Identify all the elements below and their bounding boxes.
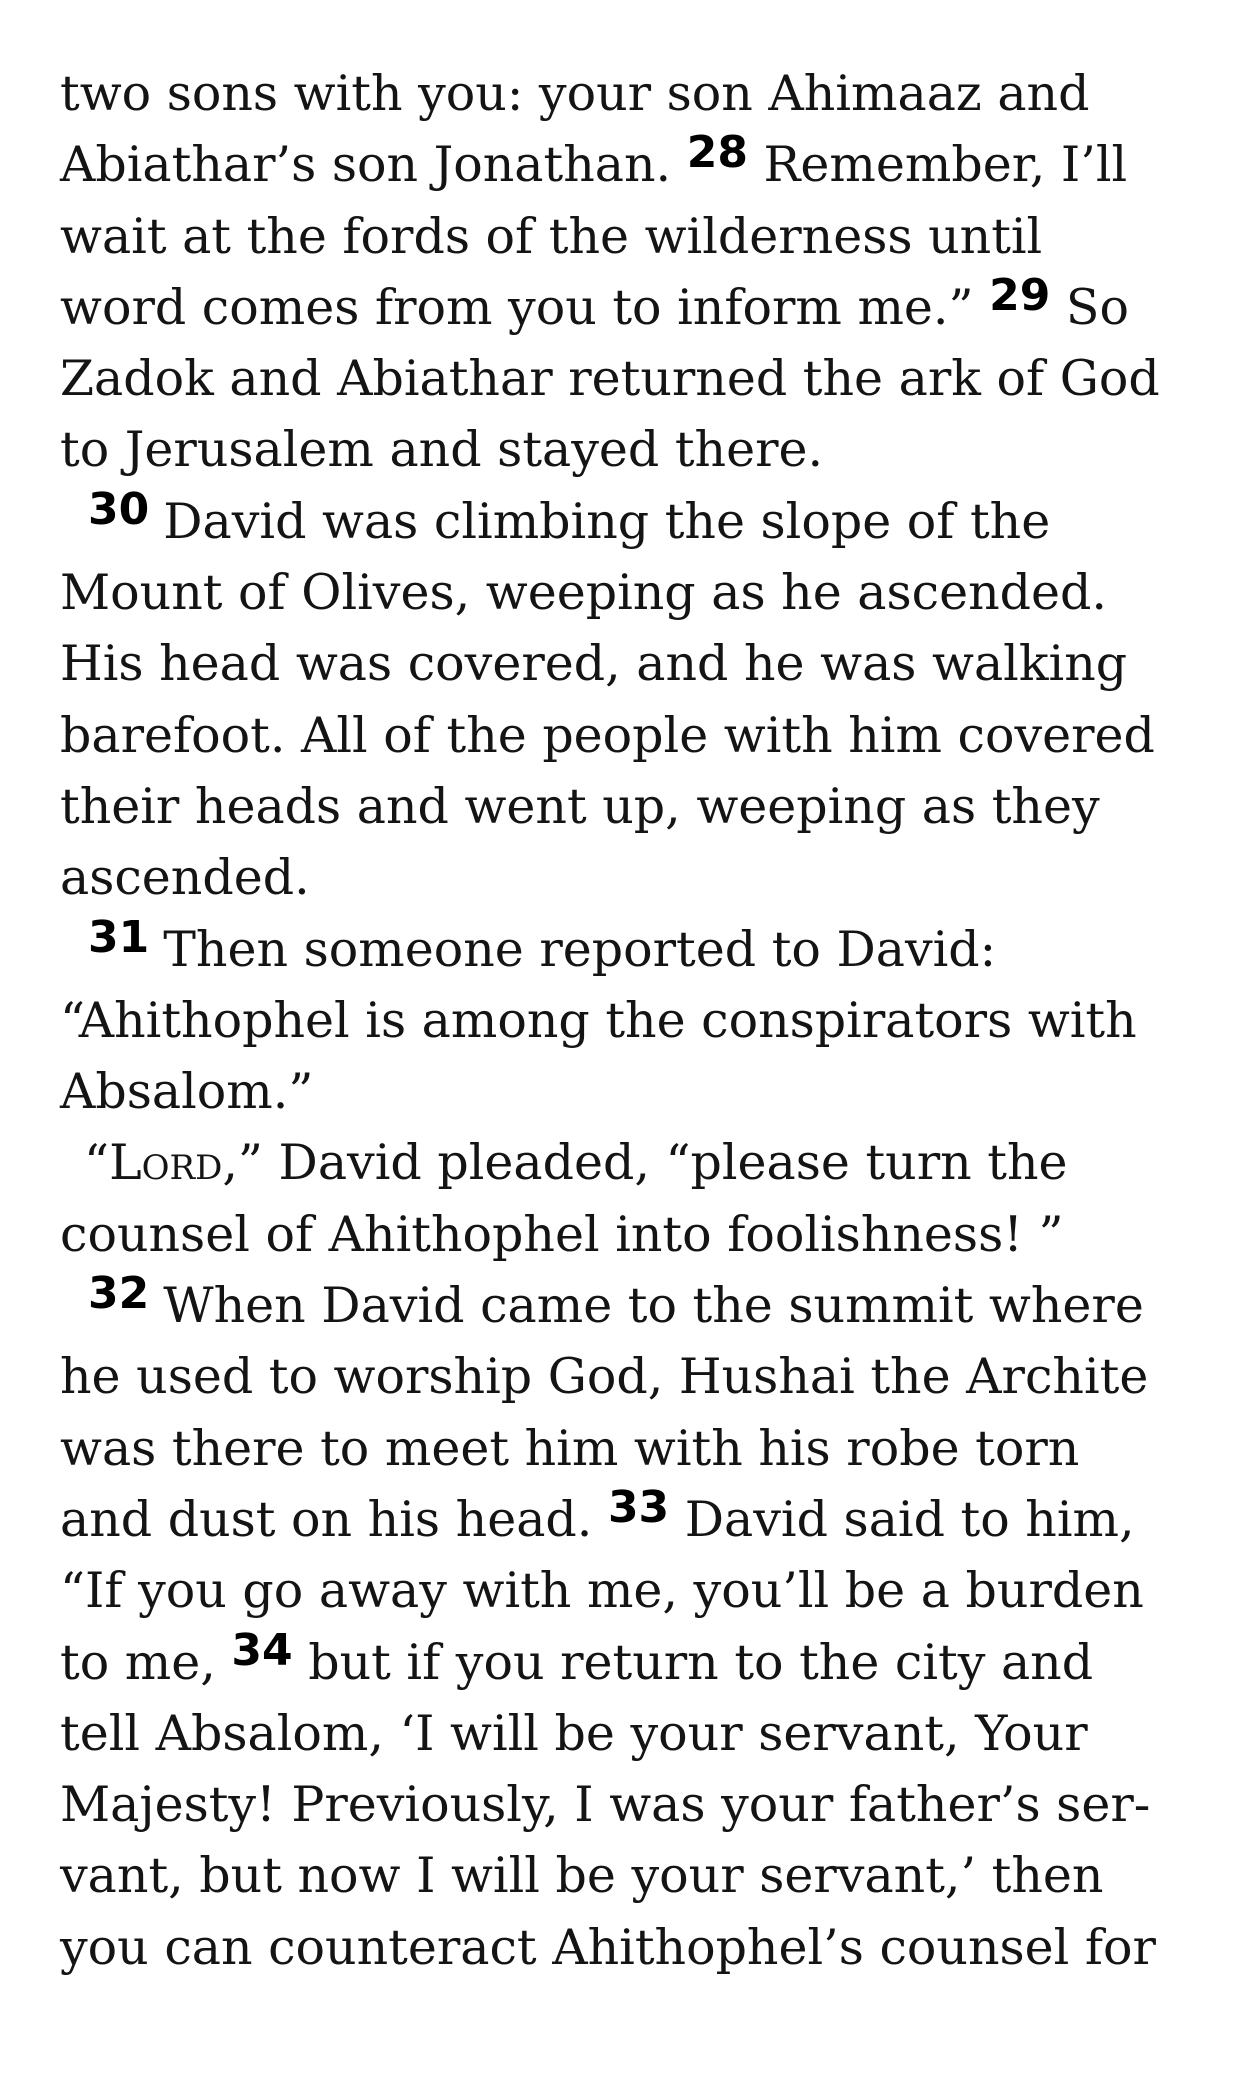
paragraph-start-line: “Lord,” David pleaded, “please turn the xyxy=(84,1134,1068,1192)
text-line: “Ahithophel is among the conspirators with xyxy=(60,991,1137,1049)
paragraph-start-line: 31 Then someone reported to David: xyxy=(60,914,1190,985)
text-line: you can counteract Ahithophel’s counsel for xyxy=(60,1918,1156,1976)
paragraph-start-line: 32 When David came to the summit where xyxy=(60,1270,1190,1341)
text-line: counsel of Ahithophel into foolishness! ” xyxy=(60,1205,1064,1263)
verse-number-33: 33 xyxy=(607,1481,670,1533)
verse-number-31: 31 xyxy=(88,911,150,963)
text-line: Majesty! Previously, I was your father’s ser- xyxy=(60,1776,1151,1834)
verse-number-32: 32 xyxy=(88,1268,150,1320)
text-line: and dust on his head. 33 David said to him, xyxy=(60,1481,1135,1548)
text-line: ascended. xyxy=(60,849,310,907)
verse-number-29: 29 xyxy=(989,269,1051,321)
verse-number-28: 28 xyxy=(686,127,748,179)
text-line: vant, but now I will be your servant,’ then xyxy=(60,1847,1104,1905)
scripture-text-page xyxy=(60,58,1190,1983)
text-line: two sons with you: your son Ahimaaz and xyxy=(60,65,1090,122)
divine-name-small-caps: Lord xyxy=(109,1134,223,1192)
text-line: “If you go away with me, you’ll be a burden xyxy=(60,1562,1144,1620)
text-line: to Jerusalem and stayed there. xyxy=(60,421,824,479)
text-line: wait at the fords of the wilderness until xyxy=(60,207,1043,265)
verse-number-34: 34 xyxy=(231,1624,293,1676)
paragraph-start-line: 30 David was climbing the slope of the xyxy=(60,486,1190,557)
text-line: Zadok and Abiathar returned the ark of God xyxy=(60,350,1160,408)
text-line: their heads and went up, weeping as they xyxy=(60,777,1100,835)
text-line: Abiathar’s son Jonathan. 28 Remember, I’ll xyxy=(60,127,1128,194)
text-line: was there to meet him with his robe torn xyxy=(60,1419,1080,1477)
text-line: word comes from you to inform me.” 29 So xyxy=(60,269,1130,336)
text-line: to me, 34 but if you return to the city and xyxy=(60,1624,1094,1691)
text-line: Absalom.” xyxy=(60,1063,314,1121)
text-line: he used to worship God, Hushai the Archite xyxy=(60,1348,1149,1406)
text-line: Mount of Olives, weeping as he ascended. xyxy=(60,564,1107,622)
verse-number-30: 30 xyxy=(88,483,150,535)
text-line: His head was covered, and he was walking xyxy=(60,635,1128,693)
text-line: barefoot. All of the people with him covered xyxy=(60,706,1155,764)
text-line: tell Absalom, ‘I will be your servant, Your xyxy=(60,1704,1088,1762)
